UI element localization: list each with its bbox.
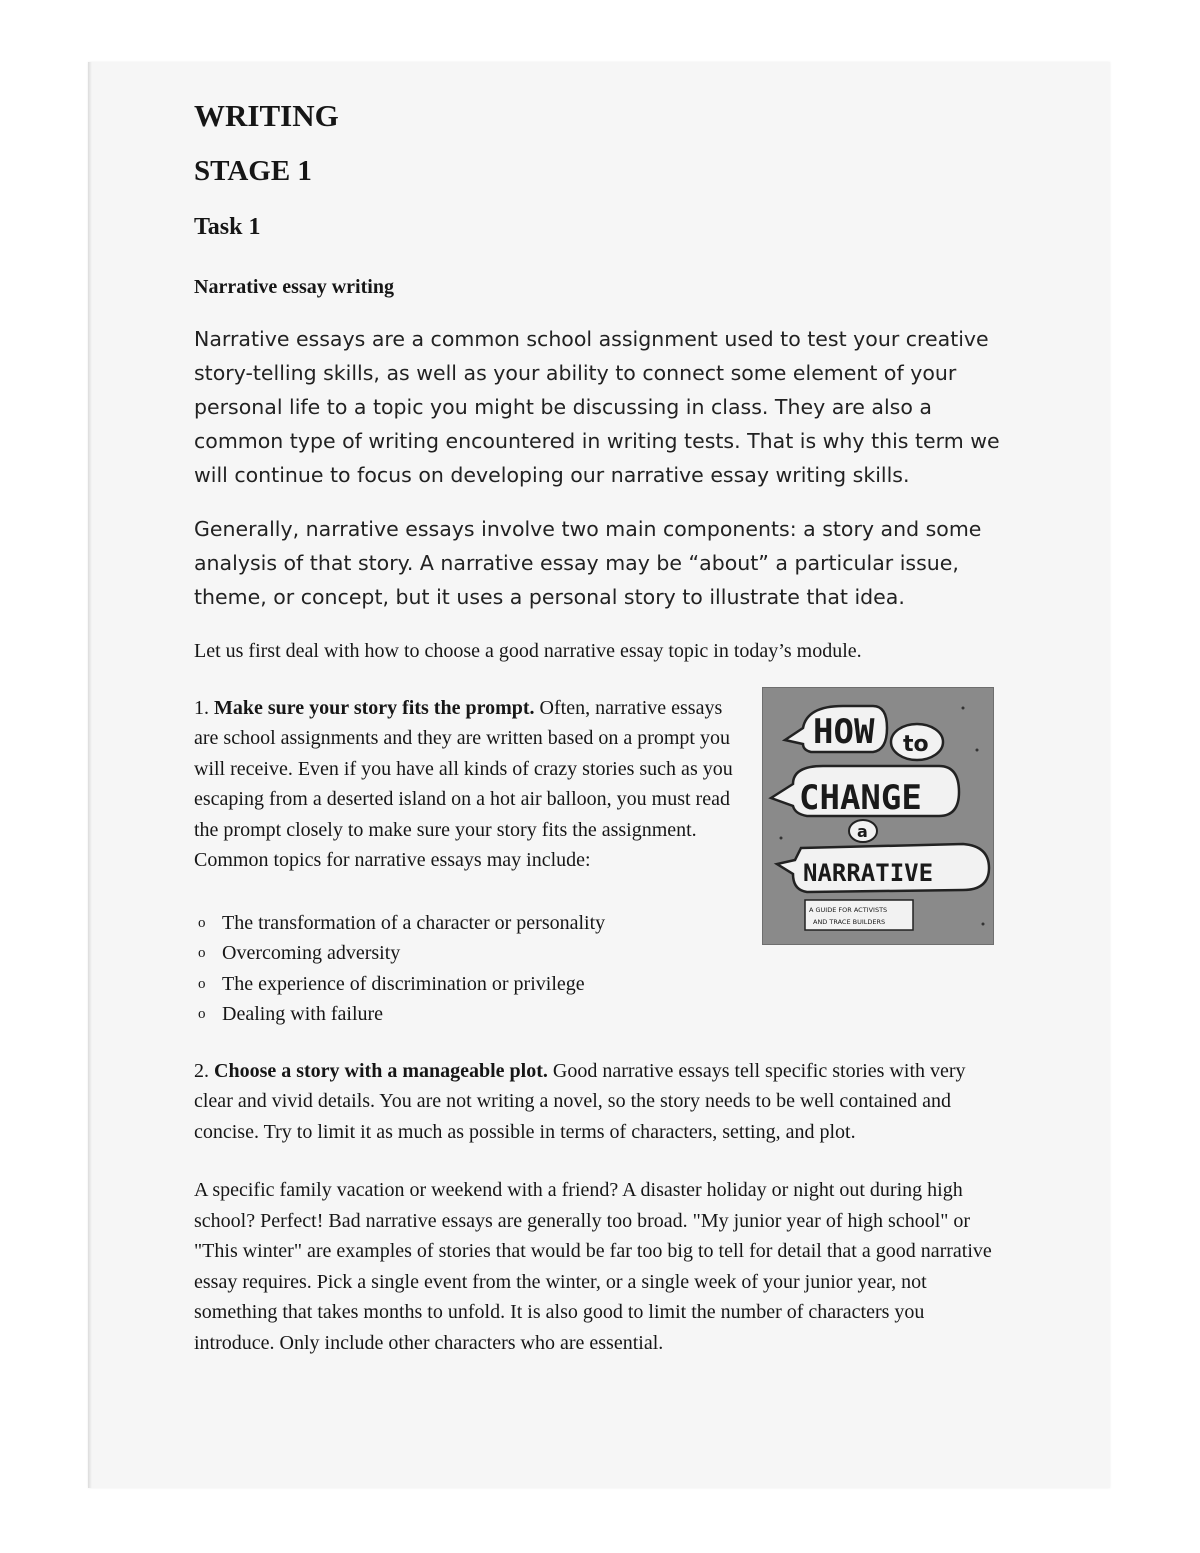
- topic-text: Overcoming adversity: [222, 942, 401, 964]
- point-2-body: Good narrative essays tell specific stories with very clear and vivid details. You are not writing a novel, so the story needs to be well contained and concise. Try to limit it as much as possible in terms of characters, setting, and plot.: [194, 1059, 966, 1143]
- bullet-icon: o: [198, 975, 206, 992]
- cover-word-to: to: [903, 731, 929, 757]
- topic-text: The transformation of a character or personality: [222, 911, 606, 934]
- topic-list: [194, 905, 1009, 1030]
- point-2-text: [194, 1056, 1009, 1148]
- point-1-text: [194, 693, 739, 876]
- intro-paragraph-2: Generally, narrative essays involve two main components: a story and some analysis of that story. A narrative essay may be “about” a particular issue, theme, or concept, but it uses a personal story to illustrate that idea.: [194, 517, 982, 609]
- cover-speck: [780, 836, 783, 839]
- bullet-icon: o: [198, 945, 206, 961]
- topic-text: The experience of discrimination or privilege: [222, 972, 585, 995]
- cover-word-a: a: [857, 821, 868, 841]
- cover-subtitle-line-1: A GUIDE FOR ACTIVISTS: [809, 905, 888, 914]
- page-content: [194, 98, 1009, 1358]
- point-1-heading: Make sure your story fits the prompt.: [214, 696, 535, 719]
- cover-speck: [976, 748, 979, 751]
- bullet-icon: o: [198, 1006, 206, 1022]
- cover-word-how: HOW: [813, 711, 875, 752]
- stage-heading: STAGE 1: [194, 155, 312, 187]
- book-cover-illustration: [763, 688, 993, 944]
- point-2-heading: Choose a story with a manageable plot.: [214, 1059, 548, 1082]
- cover-word-change: CHANGE: [799, 777, 922, 818]
- topic-list-item: [194, 999, 1009, 1030]
- point-2-number: 2.: [194, 1059, 209, 1082]
- topic-list-item: [194, 905, 1009, 939]
- task-heading: Task 1: [194, 214, 261, 240]
- bullet-icon: o: [198, 914, 206, 931]
- subtitle-heading: Narrative essay writing: [194, 276, 394, 298]
- point-1-body: Often, narrative essays are school assignments and they are written based on a prompt you will receive. Even if you have all kinds of crazy stories such as you escaping from a deserted island on a hot air balloon, you must read the prompt closely to make sure your story fits the assignment. Common topics for narrative essays may include:: [194, 696, 733, 871]
- book-cover-image: [762, 687, 994, 945]
- cover-speck: [962, 706, 965, 709]
- topic-list-item: [194, 969, 1009, 1000]
- closing-paragraph: A specific family vacation or weekend with a friend? A disaster holiday or night out during high school? Perfect! Bad narrative essays are generally too broad. "My junior year of high school" or "This winter" are examples of stories that would be far too big to tell for detail that a good narrative essay requires. Pick a single event from the winter, or a single week of your junior year, not something that takes months to unfold. It is also good to limit the number of characters you introduce. Only include other characters who are essential.: [194, 1179, 992, 1354]
- document-page: [88, 62, 1110, 1488]
- cover-subtitle-line-2: AND TRACE BUILDERS: [813, 917, 886, 926]
- topic-text: Dealing with failure: [222, 1003, 384, 1025]
- point-1-number: 1.: [194, 696, 209, 719]
- topic-list-item: [194, 938, 1009, 969]
- section-heading: WRITING: [194, 98, 339, 133]
- intro-paragraph-3: Let us first deal with how to choose a good narrative essay topic in today’s module.: [194, 640, 862, 662]
- intro-paragraph-1: Narrative essays are a common school assignment used to test your creative story-telling skills, as well as your ability to connect some element of your personal life to a topic you might be discussing in class. They are also a common type of writing encountered in writing tests. That is why this term we will continue to focus on developing our narrative essay writing skills.: [194, 327, 1000, 487]
- cover-word-narrative: NARRATIVE: [803, 858, 934, 887]
